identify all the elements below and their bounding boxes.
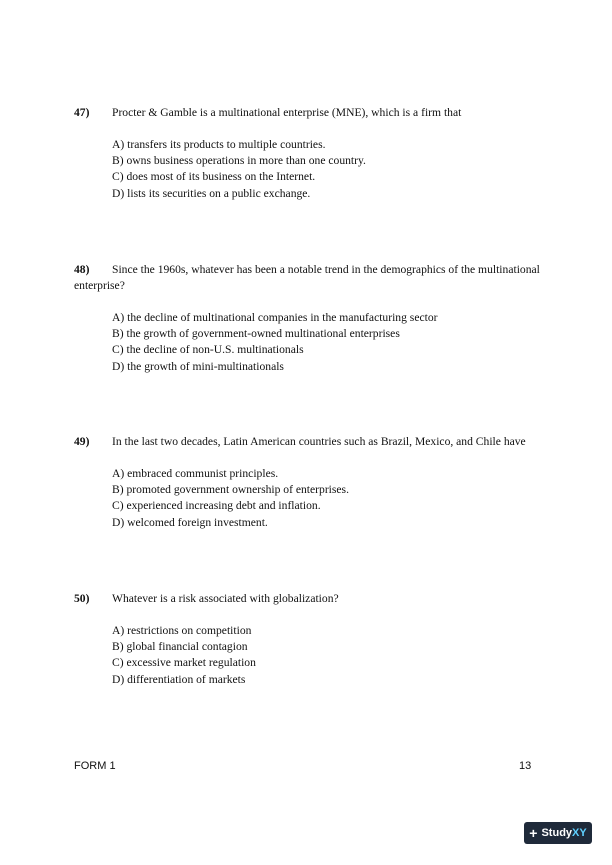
question-text: In the last two decades, Latin American countries such as Brazil, Mexico, and Chile have	[112, 435, 526, 448]
question-header	[74, 262, 554, 294]
question-text: Whatever is a risk associated with globalization?	[112, 592, 339, 605]
option-b: B) owns business operations in more than one country.	[112, 154, 366, 168]
option-c: C) the decline of non-U.S. multinationals	[112, 343, 304, 357]
question-number: 50)	[74, 592, 90, 605]
question-49	[74, 434, 564, 531]
question-48	[74, 262, 554, 375]
option-d: D) the growth of mini-multinationals	[112, 359, 284, 373]
option-a: A) embraced communist principles.	[112, 467, 279, 480]
question-header	[74, 434, 564, 450]
option-a: A) transfers its products to multiple countries.	[112, 138, 326, 151]
footer-form-label: FORM 1	[74, 760, 116, 772]
options-list	[74, 466, 564, 531]
option-b: B) global financial contagion	[112, 640, 248, 654]
option-d: D) lists its securities on a public exchange.	[112, 186, 311, 200]
question-number: 49)	[74, 435, 90, 448]
question-header	[74, 105, 554, 121]
options-list	[74, 310, 554, 375]
options-list	[74, 623, 554, 688]
option-a: A) the decline of multinational companies in the manufacturing sector	[112, 311, 438, 324]
option-a: A) restrictions on competition	[112, 624, 252, 637]
option-d: D) welcomed foreign investment.	[112, 515, 268, 529]
option-c: C) does most of its business on the Internet.	[112, 170, 316, 184]
option-c: C) experienced increasing debt and inflation.	[112, 499, 321, 513]
question-text: Since the 1960s, whatever has been a notable trend in the demographics of the multinational enterprise?	[74, 263, 540, 292]
question-text: Procter & Gamble is a multinational enterprise (MNE), which is a firm that	[112, 106, 462, 119]
studyxy-badge[interactable]	[524, 822, 592, 844]
option-b: B) promoted government ownership of enterprises.	[112, 483, 349, 497]
plus-icon: +	[529, 825, 538, 841]
badge-study-text: StudyXY	[541, 827, 587, 839]
question-50	[74, 591, 554, 688]
options-list	[74, 137, 554, 202]
question-number: 48)	[74, 263, 90, 276]
question-header	[74, 591, 554, 607]
option-b: B) the growth of government-owned multinational enterprises	[112, 327, 400, 341]
question-number: 47)	[74, 106, 90, 119]
option-c: C) excessive market regulation	[112, 656, 256, 670]
page-number: 13	[519, 760, 532, 772]
question-47	[74, 105, 554, 202]
option-d: D) differentiation of markets	[112, 672, 246, 686]
